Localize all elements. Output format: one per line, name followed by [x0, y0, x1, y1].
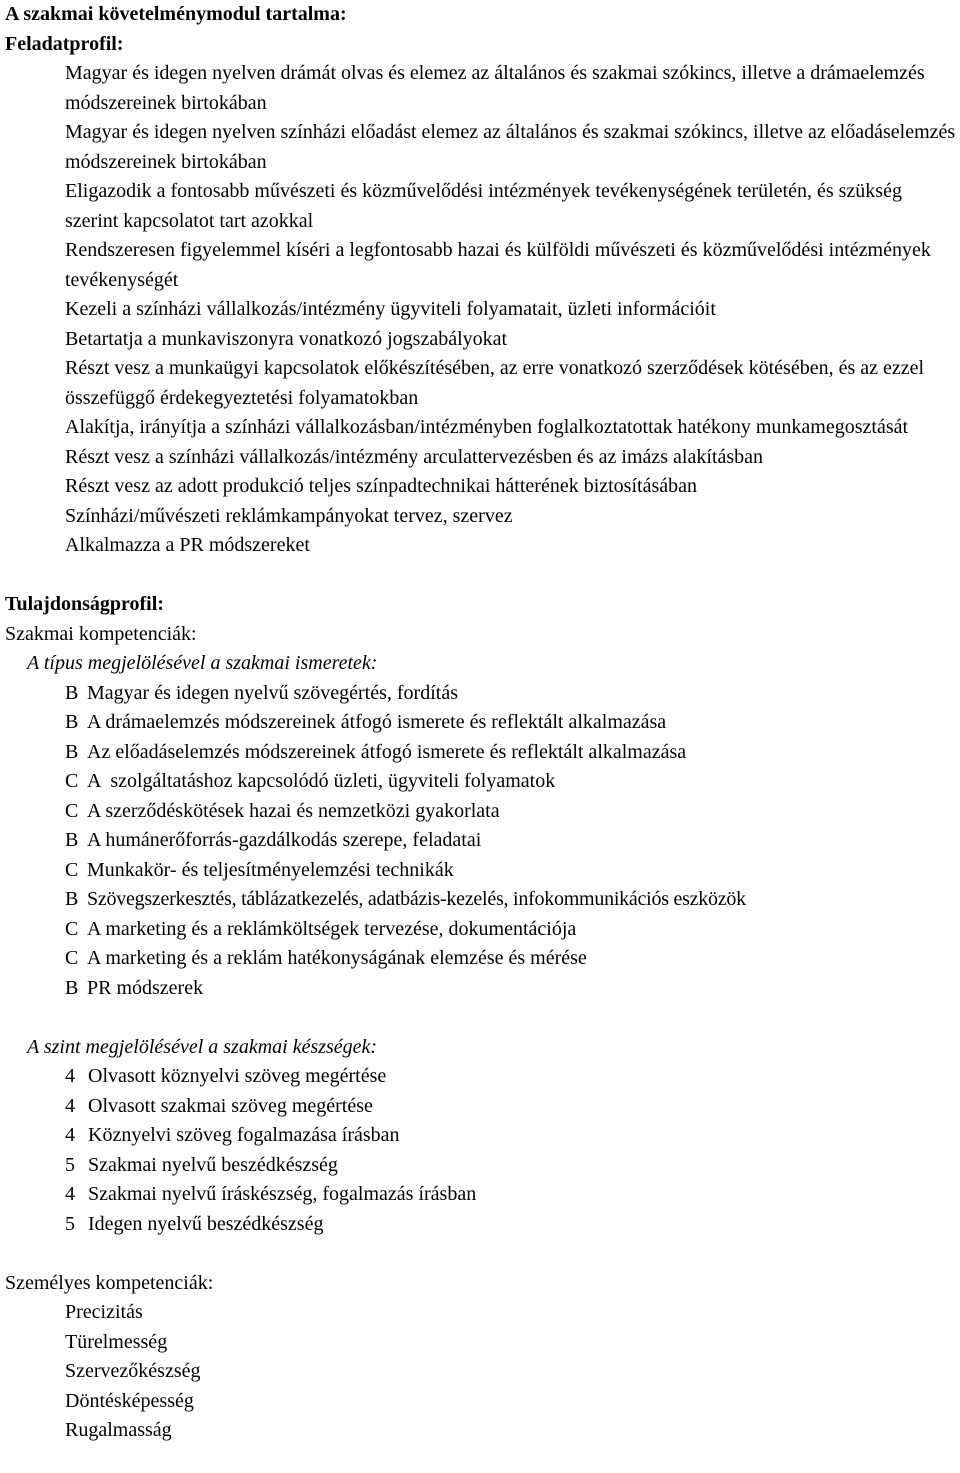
- knowledge-type-code: B: [65, 888, 79, 910]
- knowledge-type-code: C: [65, 917, 79, 940]
- knowledge-type-code: B: [65, 681, 79, 704]
- knowledge-item: [5, 974, 960, 1004]
- task-item: Magyar és idegen nyelven színházi előadást elemez az általános és szakmai szókincs, illetve az előadáselemzés módszereinek birtokában: [65, 121, 956, 173]
- personal-item: Türelmesség: [65, 1330, 168, 1353]
- knowledge-text: A drámaelemzés módszereinek átfogó ismerete és reflektált alkalmazása: [87, 711, 667, 733]
- knowledge-text: Az előadáselemzés módszereinek átfogó ismerete és reflektált alkalmazása: [87, 740, 687, 763]
- knowledge-type-code: B: [65, 711, 79, 733]
- skill-item: [5, 1151, 960, 1181]
- skill-text: Szakmai nyelvű íráskészség, fogalmazás írásban: [88, 1183, 477, 1205]
- knowledge-text: Munkakör- és teljesítményelemzési technikák: [87, 858, 454, 881]
- task-item: Alakítja, irányítja a színházi vállalkozásban/intézményben foglalkoztatottak hatékony munkamegosztását: [65, 416, 909, 438]
- task-item: Kezeli a színházi vállalkozás/intézmény ügyviteli folyamatait, üzleti információit: [65, 298, 716, 320]
- knowledge-type-code: B: [65, 829, 79, 851]
- knowledge-text: A szolgáltatáshoz kapcsolódó üzleti, ügyviteli folyamatok: [87, 770, 556, 792]
- skill-item: [5, 1210, 960, 1240]
- knowledge-type-code: C: [65, 770, 79, 792]
- knowledge-type-code: B: [65, 976, 79, 999]
- knowledge-type-code: B: [65, 740, 79, 763]
- knowledge-item: [5, 826, 960, 856]
- skill-item: [5, 1062, 960, 1092]
- task-item: Részt vesz az adott produkció teljes színpadtechnikai hátterének biztosításában: [65, 475, 697, 497]
- knowledge-item: [5, 708, 960, 738]
- skill-item: [5, 1121, 960, 1151]
- skill-text: Köznyelvi szöveg fogalmazása írásban: [88, 1124, 400, 1146]
- skill-item: [5, 1092, 960, 1122]
- task-profile-list: [5, 59, 960, 561]
- task-profile-title: Feladatprofil:: [5, 32, 124, 55]
- section-heading: A szakmai követelménymodul tartalma:: [5, 3, 347, 25]
- personal-competencies-list: [5, 1298, 960, 1446]
- skill-text: Olvasott köznyelvi szöveg megértése: [88, 1065, 387, 1087]
- personal-item: Precizitás: [65, 1301, 143, 1323]
- knowledge-text: Szövegszerkesztés, táblázatkezelés, adatbázis-kezelés, infokommunikációs eszközök: [87, 888, 746, 910]
- personal-item: Döntésképesség: [65, 1389, 194, 1412]
- skills-list: [5, 1062, 960, 1239]
- task-item: Alkalmazza a PR módszereket: [65, 534, 310, 556]
- skill-level-code: 4: [65, 1065, 75, 1087]
- skill-item: [5, 1180, 960, 1210]
- property-profile-title: Tulajdonságprofil:: [5, 593, 164, 615]
- knowledge-text: A szerződéskötések hazai és nemzetközi gyakorlata: [87, 799, 500, 822]
- skill-level-code: 4: [65, 1183, 75, 1205]
- knowledge-item: [5, 915, 960, 945]
- knowledge-text: PR módszerek: [87, 976, 204, 999]
- task-item: Részt vesz a munkaügyi kapcsolatok előkészítésében, az erre vonatkozó szerződések kötésében, és az ezzel összefüggő érdekegyeztetési folyamatokban: [65, 357, 925, 409]
- knowledge-item: [5, 944, 960, 974]
- skill-text: Olvasott szakmai szöveg megértése: [88, 1094, 373, 1117]
- knowledge-list: [5, 679, 960, 1004]
- skill-level-code: 4: [65, 1124, 75, 1146]
- personal-item: Szervezőkészség: [65, 1360, 201, 1382]
- knowledge-item: [5, 679, 960, 709]
- knowledge-item: [5, 885, 960, 915]
- task-item: Betartatja a munkaviszonyra vonatkozó jogszabályokat: [65, 327, 508, 350]
- knowledge-text: A marketing és a reklámköltségek tervezése, dokumentációja: [87, 917, 577, 940]
- task-item: Részt vesz a színházi vállalkozás/intézmény arculattervezésben és az imázs alakításban: [65, 445, 764, 468]
- knowledge-type-code: C: [65, 858, 79, 881]
- knowledge-item: [5, 797, 960, 827]
- task-item: Eligazodik a fontosabb művészeti és közművelődési intézmények tevékenységének területén, és szükség szerint kapcsolatot tart azokkal: [65, 180, 902, 232]
- skill-level-code: 4: [65, 1094, 75, 1117]
- knowledge-item: [5, 738, 960, 768]
- professional-competencies-label: Szakmai kompetenciák:: [5, 622, 197, 645]
- task-item: Magyar és idegen nyelven drámát olvas és elemez az általános és szakmai szókincs, illetve a drámaelemzés módszereinek birtokában: [65, 62, 925, 114]
- skill-level-code: 5: [65, 1212, 75, 1235]
- personal-item: Rugalmasság: [65, 1419, 172, 1441]
- skill-text: Szakmai nyelvű beszédkészség: [88, 1153, 338, 1176]
- skill-level-code: 5: [65, 1153, 75, 1176]
- knowledge-text: A humánerőforrás-gazdálkodás szerepe, feladatai: [87, 829, 482, 851]
- document: [5, 0, 960, 1446]
- knowledge-text: Magyar és idegen nyelvű szövegértés, fordítás: [87, 681, 458, 704]
- knowledge-item: [5, 767, 960, 797]
- knowledge-type-code: C: [65, 799, 79, 822]
- knowledge-type-code: C: [65, 947, 79, 969]
- task-item: Színházi/művészeti reklámkampányokat tervez, szervez: [65, 504, 513, 527]
- task-item: Rendszeresen figyelemmel kíséri a legfontosabb hazai és külföldi művészeti és közművelődési intézmények tevékenységét: [65, 239, 931, 291]
- skill-text: Idegen nyelvű beszédkészség: [88, 1212, 324, 1235]
- skills-heading: A szint megjelölésével a szakmai készségek:: [27, 1035, 378, 1058]
- personal-competencies-label: Személyes kompetenciák:: [5, 1271, 214, 1294]
- knowledge-heading: A típus megjelölésével a szakmai ismeretek:: [27, 652, 378, 674]
- knowledge-text: A marketing és a reklám hatékonyságának elemzése és mérése: [87, 947, 587, 969]
- knowledge-item: [5, 856, 960, 886]
